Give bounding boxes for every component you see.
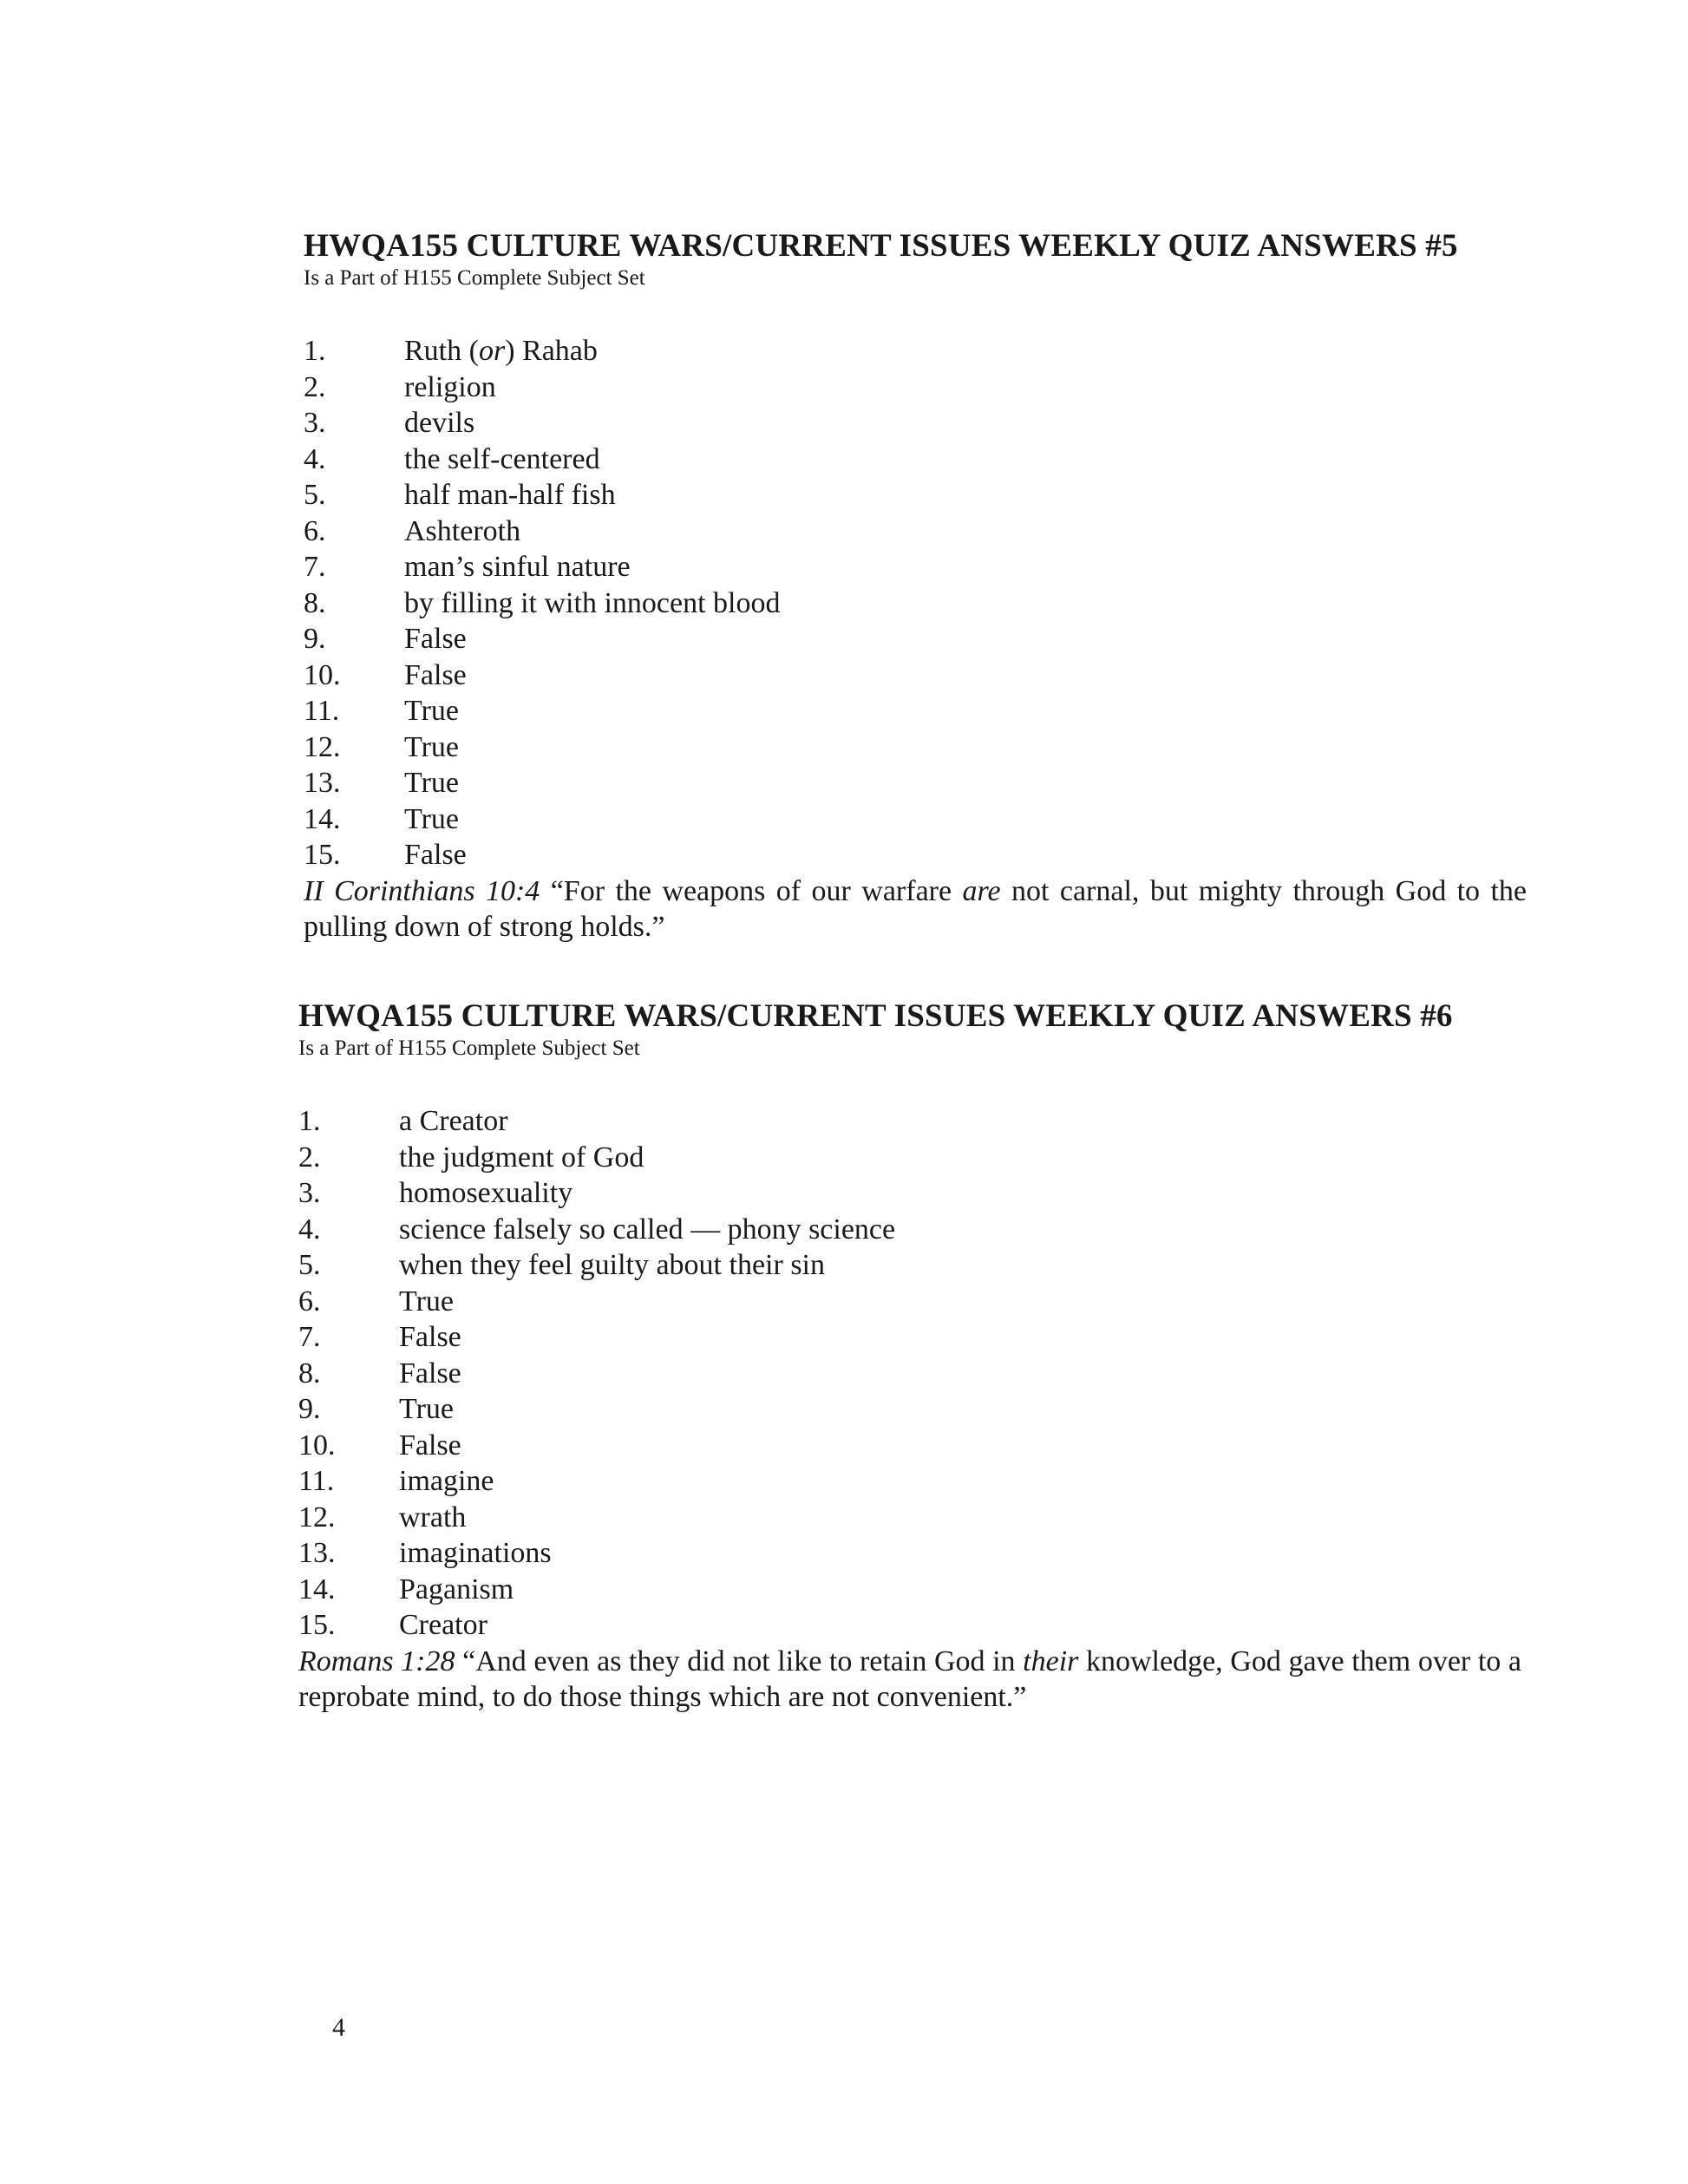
quiz-6-verse: Romans 1:28 “And even as they did not like to retain God in their knowledge, God gave them over to a reprobate mind, to do those things which are not convenient.” xyxy=(298,1645,1521,1713)
answer-text: the self-centered xyxy=(404,442,600,475)
answer-text: a Creator xyxy=(399,1105,508,1137)
answer-row xyxy=(304,621,1535,657)
answer-text: True xyxy=(399,1285,454,1318)
answer-row xyxy=(298,1535,1535,1572)
answer-text: imagine xyxy=(399,1465,494,1497)
answer-number: 13. xyxy=(304,767,341,799)
answer-row xyxy=(304,477,1535,513)
answer-row xyxy=(304,333,1535,369)
answer-number: 10. xyxy=(304,658,341,691)
answer-row xyxy=(304,513,1535,550)
answer-number: 14. xyxy=(298,1573,336,1605)
quiz-5-title: HWQA155 CULTURE WARS/CURRENT ISSUES WEEKLY QUIZ ANSWERS #5 xyxy=(304,228,1458,264)
answer-text: religion xyxy=(404,370,496,403)
answer-row xyxy=(298,1572,1535,1608)
quiz-5-answer-list xyxy=(304,333,1535,873)
answer-text: False xyxy=(404,658,467,691)
page-number: 4 xyxy=(332,2013,345,2042)
answer-number: 12. xyxy=(298,1501,336,1533)
answer-row xyxy=(304,801,1535,838)
answer-number: 11. xyxy=(304,695,340,727)
quiz-6-answer-list xyxy=(298,1103,1535,1644)
answer-text: True xyxy=(404,730,459,763)
answer-number: 10. xyxy=(298,1429,336,1461)
answer-row xyxy=(298,1356,1535,1392)
answer-row xyxy=(304,585,1535,622)
answer-text: Paganism xyxy=(399,1573,514,1605)
answer-row xyxy=(298,1319,1535,1356)
quiz-5-subtitle: Is a Part of H155 Complete Subject Set xyxy=(304,266,645,290)
answer-row xyxy=(304,441,1535,478)
answer-row xyxy=(298,1103,1535,1140)
quiz-5-section xyxy=(304,227,1535,945)
answer-row xyxy=(304,405,1535,441)
answer-row xyxy=(298,1212,1535,1248)
answer-text: False xyxy=(404,623,467,655)
answer-row xyxy=(298,1175,1535,1212)
answer-text: science falsely so called — phony science xyxy=(399,1213,896,1246)
answer-text: False xyxy=(404,839,467,871)
answer-number: 2. xyxy=(304,370,326,403)
answer-text: devils xyxy=(404,407,475,439)
answer-number: 4. xyxy=(304,442,326,475)
answer-text: the judgment of God xyxy=(399,1141,644,1174)
answer-number: 5. xyxy=(304,479,326,511)
quiz-6-title: HWQA155 CULTURE WARS/CURRENT ISSUES WEEKLY QUIZ ANSWERS #6 xyxy=(298,998,1453,1034)
answer-text: Ruth (or) Rahab xyxy=(404,335,598,367)
answer-text: when they feel guilty about their sin xyxy=(399,1249,825,1281)
answer-text: False xyxy=(399,1357,461,1390)
answer-text: man’s sinful nature xyxy=(404,551,631,583)
answer-number: 9. xyxy=(304,623,326,655)
answer-text: Creator xyxy=(399,1609,487,1641)
answer-number: 7. xyxy=(304,551,326,583)
answer-row xyxy=(298,1463,1535,1500)
answer-text: homosexuality xyxy=(399,1177,573,1209)
answer-number: 6. xyxy=(304,514,326,547)
answer-number: 8. xyxy=(298,1357,321,1390)
answer-number: 11. xyxy=(298,1465,335,1497)
verse-reference: II Corinthians 10:4 xyxy=(304,874,540,907)
answer-text: False xyxy=(399,1429,461,1461)
answer-text: Ashteroth xyxy=(404,514,521,547)
answer-number: 1. xyxy=(304,335,326,367)
answer-text: half man-half fish xyxy=(404,479,616,511)
answer-row xyxy=(298,1284,1535,1320)
answer-row xyxy=(298,1500,1535,1536)
answer-number: 15. xyxy=(298,1609,336,1641)
answer-text: True xyxy=(404,767,459,799)
answer-row xyxy=(304,837,1535,873)
answer-number: 4. xyxy=(298,1213,321,1246)
answer-text: True xyxy=(399,1393,454,1425)
quiz-6-section xyxy=(298,997,1535,1715)
answer-number: 2. xyxy=(298,1141,321,1174)
answer-text: wrath xyxy=(399,1501,467,1533)
verse-reference: Romans 1:28 xyxy=(298,1645,455,1677)
answer-row xyxy=(304,657,1535,694)
answer-row xyxy=(304,369,1535,406)
answer-number: 6. xyxy=(298,1285,321,1318)
answer-row xyxy=(298,1247,1535,1284)
answer-row xyxy=(304,693,1535,729)
quiz-6-subtitle: Is a Part of H155 Complete Subject Set xyxy=(298,1036,640,1060)
answer-number: 7. xyxy=(298,1321,321,1353)
answer-number: 5. xyxy=(298,1249,321,1281)
answer-row xyxy=(298,1607,1535,1644)
answer-row xyxy=(304,765,1535,801)
answer-text: by filling it with innocent blood xyxy=(404,586,781,619)
answer-number: 3. xyxy=(298,1177,321,1209)
answer-number: 3. xyxy=(304,407,326,439)
quiz-5-verse: II Corinthians 10:4 “For the weapons of our warfare are not carnal, but mighty through God to the pulling down of strong holds.” xyxy=(304,874,1528,943)
answer-row xyxy=(298,1140,1535,1176)
answer-text: True xyxy=(404,695,459,727)
answer-row xyxy=(298,1391,1535,1428)
answer-number: 1. xyxy=(298,1105,321,1137)
answer-number: 12. xyxy=(304,730,341,763)
answer-row xyxy=(304,729,1535,766)
answer-number: 9. xyxy=(298,1393,321,1425)
answer-number: 8. xyxy=(304,586,326,619)
answer-row xyxy=(298,1428,1535,1464)
answer-number: 13. xyxy=(298,1537,336,1569)
answer-row xyxy=(304,549,1535,585)
answer-text: imaginations xyxy=(399,1537,552,1569)
answer-number: 15. xyxy=(304,839,341,871)
answer-number: 14. xyxy=(304,802,341,835)
answer-text: True xyxy=(404,802,459,835)
answer-text: False xyxy=(399,1321,461,1353)
